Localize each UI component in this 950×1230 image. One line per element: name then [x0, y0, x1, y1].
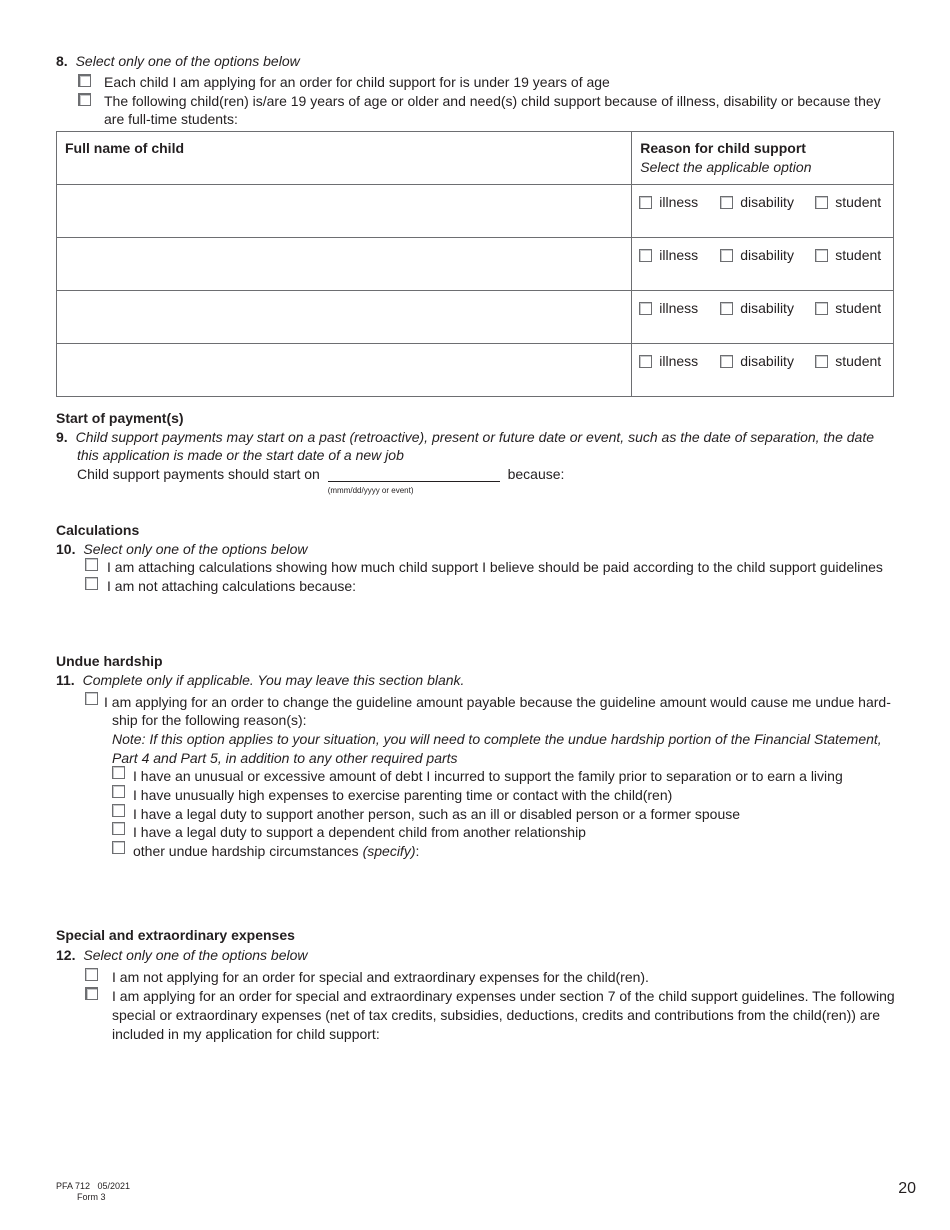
- q10-not-attach-label: I am not attaching calculations because:: [107, 578, 357, 594]
- illness-checkbox[interactable]: [639, 249, 652, 262]
- illness-option[interactable]: illness: [639, 300, 698, 316]
- student-option[interactable]: student: [815, 247, 881, 263]
- q9-start-line: Child support payments should start on (mmm/dd/yyyy or event) because:: [77, 465, 564, 483]
- student-checkbox[interactable]: [815, 249, 828, 262]
- q10-attach-label: I am attaching calculations showing how much child support I believe should be paid according to the child support guidelines: [107, 559, 883, 575]
- q10-not-attach-checkbox[interactable]: [85, 577, 98, 590]
- reason-debt-label: I have an unusual or excessive amount of debt I incurred to support the family prior to separation or to earn a living: [133, 768, 843, 784]
- disability-checkbox[interactable]: [720, 355, 733, 368]
- reason-header-subtitle: Select the applicable option: [640, 159, 812, 175]
- reason-header-title: Reason for child support: [640, 140, 806, 156]
- q11-hardship-checkbox[interactable]: [85, 692, 98, 705]
- table-row: [57, 185, 894, 238]
- full-name-header: Full name of child: [57, 132, 632, 185]
- q11-main-2: ship for the following reason(s):: [112, 712, 307, 728]
- reason-support-person-checkbox[interactable]: [112, 804, 125, 817]
- table-row: [57, 238, 894, 291]
- child-name-field[interactable]: [57, 291, 632, 344]
- q10-header: 10. Select only one of the options below: [56, 541, 308, 557]
- student-checkbox[interactable]: [815, 355, 828, 368]
- disability-checkbox[interactable]: [720, 196, 733, 209]
- children-table: [56, 131, 894, 397]
- illness-option[interactable]: illness: [639, 194, 698, 210]
- q12-applying-label-3: included in my application for child support:: [112, 1026, 380, 1042]
- table-row: [57, 291, 894, 344]
- reason-dependent-child-label: I have a legal duty to support a dependent child from another relationship: [133, 824, 586, 840]
- illness-checkbox[interactable]: [639, 302, 652, 315]
- q8-under19-label: Each child I am applying for an order for child support for is under 19 years of age: [104, 74, 610, 90]
- child-name-field[interactable]: [57, 344, 632, 397]
- table-row: [57, 344, 894, 397]
- q8-over19-label-1: The following child(ren) is/are 19 years of age or older and need(s) child support because of illness, disability or because they: [104, 93, 881, 109]
- q12-applying-label-1: I am applying for an order for special and extraordinary expenses under section 7 of the child support guidelines. The following: [112, 988, 895, 1004]
- q8-header: [56, 52, 300, 70]
- q10-attach-checkbox[interactable]: [85, 558, 98, 571]
- disability-option[interactable]: disability: [720, 194, 794, 210]
- student-checkbox[interactable]: [815, 196, 828, 209]
- q12-header: 12. Select only one of the options below: [56, 947, 308, 963]
- reason-support-person-label: I have a legal duty to support another person, such as an ill or disabled person or a former spouse: [133, 806, 741, 822]
- q12-not-applying-checkbox[interactable]: [85, 968, 98, 981]
- q10-heading: Calculations: [56, 522, 140, 538]
- children-table-header: [57, 132, 894, 185]
- q8-under19-checkbox[interactable]: [78, 74, 91, 87]
- student-option[interactable]: student: [815, 353, 881, 369]
- reason-parenting-label: I have unusually high expenses to exercise parenting time or contact with the child(ren): [133, 787, 673, 803]
- student-option[interactable]: student: [815, 300, 881, 316]
- form-name: Form 3: [77, 1192, 106, 1202]
- illness-option[interactable]: illness: [639, 247, 698, 263]
- q9-instruction-2: this application is made or the start date of a new job: [77, 447, 404, 463]
- q9-instruction-1: 9. Child support payments may start on a past (retroactive), present or future date or event, such as the date of separation, the date: [56, 429, 875, 445]
- date-caption: (mmm/dd/yyyy or event): [327, 486, 414, 495]
- reason-parenting-checkbox[interactable]: [112, 785, 125, 798]
- form-code: PFA 712 05/2021: [56, 1181, 131, 1191]
- q8-over19-label-2: are full-time students:: [104, 111, 238, 127]
- reason-other-checkbox[interactable]: [112, 841, 125, 854]
- q12-applying-checkbox[interactable]: [85, 987, 98, 1000]
- disability-checkbox[interactable]: [720, 249, 733, 262]
- q11-heading: Undue hardship: [56, 653, 163, 669]
- reason-dependent-child-checkbox[interactable]: [112, 822, 125, 835]
- student-checkbox[interactable]: [815, 302, 828, 315]
- reason-header: [632, 132, 894, 185]
- q8-over19-checkbox[interactable]: [78, 93, 91, 106]
- q8-instruction: Select only one of the options below: [75, 53, 300, 69]
- q11-note-1: Note: If this option applies to your situation, you will need to complete the undue hardship portion of the Financial Statement,: [112, 731, 882, 747]
- start-date-field[interactable]: [327, 468, 500, 495]
- student-option[interactable]: student: [815, 194, 881, 210]
- child-name-field[interactable]: [57, 238, 632, 291]
- q12-applying-label-2: special or extraordinary expenses (net of tax credits, subsidies, deductions, credits and contributions from the child(ren)) are: [112, 1007, 881, 1023]
- q12-heading: Special and extraordinary expenses: [56, 927, 295, 943]
- illness-checkbox[interactable]: [639, 355, 652, 368]
- q11-note-2: Part 4 and Part 5, in addition to any other required parts: [112, 750, 458, 766]
- illness-checkbox[interactable]: [639, 196, 652, 209]
- q11-header: 11. Complete only if applicable. You may leave this section blank.: [56, 672, 465, 688]
- q12-not-applying-label: I am not applying for an order for special and extraordinary expenses for the child(ren).: [112, 969, 649, 985]
- q8-number: 8.: [56, 53, 68, 69]
- q9-heading: Start of payment(s): [56, 410, 184, 426]
- disability-option[interactable]: disability: [720, 247, 794, 263]
- page-number: 20: [898, 1180, 916, 1197]
- reason-debt-checkbox[interactable]: [112, 766, 125, 779]
- illness-option[interactable]: illness: [639, 353, 698, 369]
- disability-option[interactable]: disability: [720, 353, 794, 369]
- reason-other-label: other undue hardship circumstances (specify):: [133, 843, 420, 859]
- disability-option[interactable]: disability: [720, 300, 794, 316]
- disability-checkbox[interactable]: [720, 302, 733, 315]
- q11-main-1: I am applying for an order to change the guideline amount payable because the guideline amount would cause me undue hard-: [104, 694, 891, 710]
- child-name-field[interactable]: [57, 185, 632, 238]
